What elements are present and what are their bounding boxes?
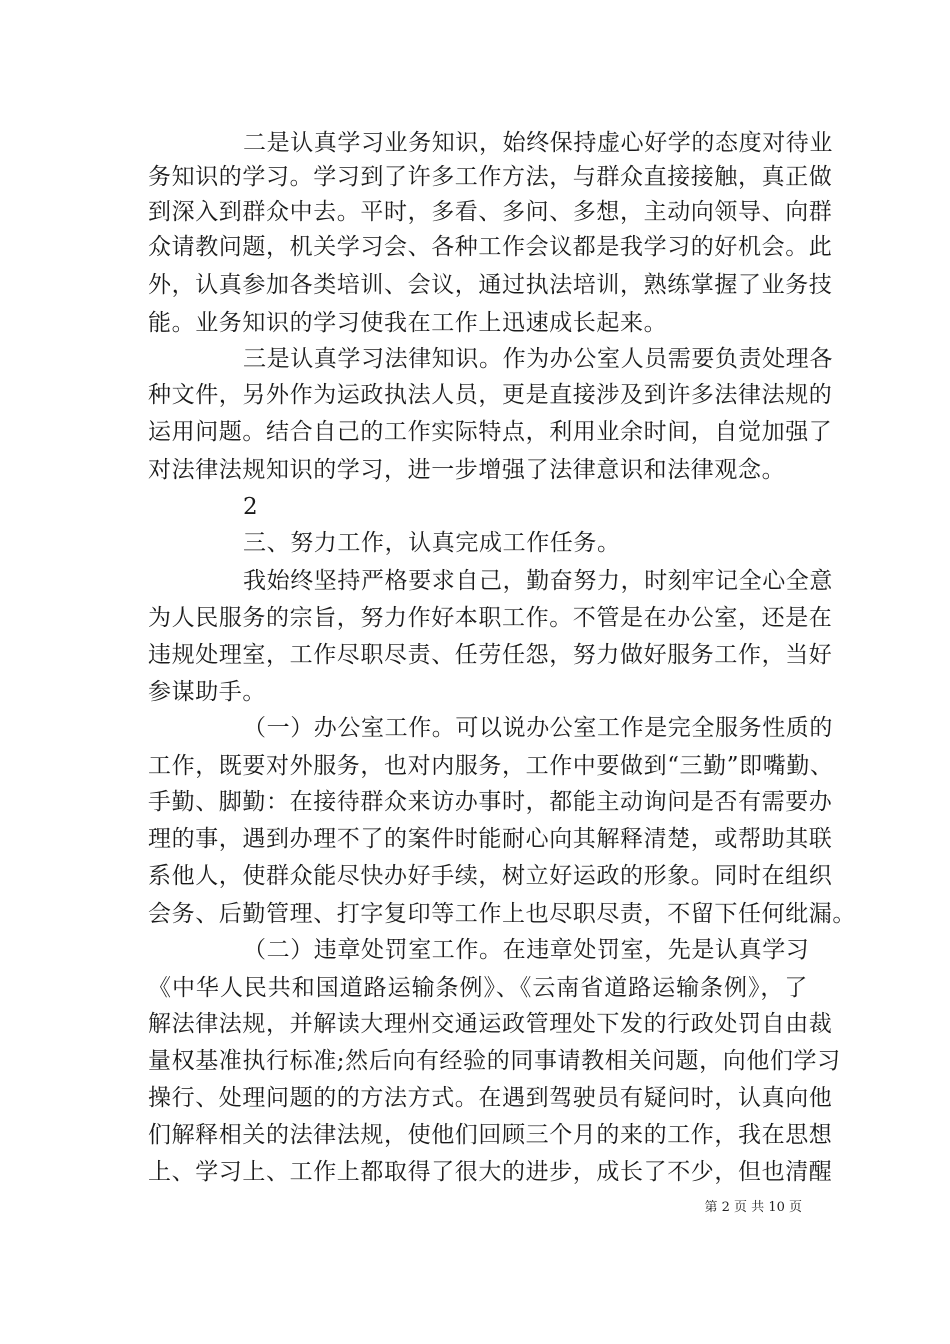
paragraph-line: 《中华人民共和国道路运输条例》、《云南省道路运输条例》，了 — [148, 975, 808, 1001]
paragraph-line: 手勤、脚勤：在接待群众来访办事时，都能主动询问是否有需要办 — [148, 789, 833, 815]
paragraph-line: 违规处理室，工作尽职尽责、任劳任怨，努力做好服务工作，当好 — [148, 642, 833, 668]
paragraph-line: 到深入到群众中去。平时，多看、多问、多想，主动向领导、向群 — [148, 199, 833, 225]
paragraph-line: 系他人，使群众能尽快办好手续，树立好运政的形象。同时在组织 — [148, 863, 833, 889]
section-heading: 三、努力工作，认真完成工作任务。 — [243, 530, 621, 556]
paragraph-line: 解法律法规，并解读大理州交通运政管理处下发的行政处罚自由裁 — [148, 1011, 833, 1037]
paragraph-line: 会务、后勤管理、打字复印等工作上也尽职尽责，不留下任何纰漏。 — [148, 901, 856, 927]
paragraph-line: 对法律法规知识的学习，进一步增强了法律意识和法律观念。 — [148, 457, 786, 483]
paragraph-line: 们解释相关的法律法规，使他们回顾三个月的来的工作，我在思想 — [148, 1122, 833, 1148]
paragraph-line: （一）办公室工作。可以说办公室工作是完全服务性质的 — [243, 715, 833, 741]
paragraph-line: 种文件，另外作为运政执法人员，更是直接涉及到许多法律法规的 — [148, 382, 833, 408]
paragraph-line: 工作，既要对外服务，也对内服务，工作中要做到“三勤”即嘴勤、 — [148, 753, 834, 779]
paragraph-line: 务知识的学习。学习到了许多工作方法，与群众直接接触，真正做 — [148, 164, 833, 190]
paragraph-line: 上、学习上、工作上都取得了很大的进步，成长了不少，但也清醒 — [148, 1159, 833, 1185]
paragraph-line: 二是认真学习业务知识，始终保持虚心好学的态度对待业 — [243, 130, 833, 156]
paragraph-line: 参谋助手。 — [148, 679, 266, 705]
paragraph-line: 运用问题。结合自己的工作实际特点，利用业余时间，自觉加强了 — [148, 419, 833, 445]
paragraph-line: 操行、处理问题的的方法方式。在遇到驾驶员有疑问时，认真向他 — [148, 1085, 833, 1111]
paragraph-line: （二）违章处罚室工作。在违章处罚室，先是认真学习 — [243, 937, 810, 963]
paragraph-line: 三是认真学习法律知识。作为办公室人员需要负责处理各 — [243, 346, 833, 372]
paragraph-line: 众请教问题，机关学习会、各种工作会议都是我学习的好机会。此 — [148, 234, 833, 260]
paragraph-line: 量权基准执行标准;然后向有经验的同事请教相关问题，向他们学习 — [148, 1048, 841, 1074]
page-marker: 2 — [243, 494, 259, 520]
paragraph-line: 为人民服务的宗旨，努力作好本职工作。不管是在办公室，还是在 — [148, 605, 833, 631]
paragraph-line: 外，认真参加各类培训、会议，通过执法培训，熟练掌握了业务技 — [148, 272, 833, 298]
paragraph-line: 理的事，遇到办理不了的案件时能耐心向其解释清楚，或帮助其联 — [148, 826, 833, 852]
paragraph-line: 能。业务知识的学习使我在工作上迅速成长起来。 — [148, 310, 668, 336]
paragraph-line: 我始终坚持严格要求自己，勤奋努力，时刻牢记全心全意 — [243, 568, 833, 594]
page-footer: 第 2 页 共 10 页 — [704, 1200, 802, 1215]
